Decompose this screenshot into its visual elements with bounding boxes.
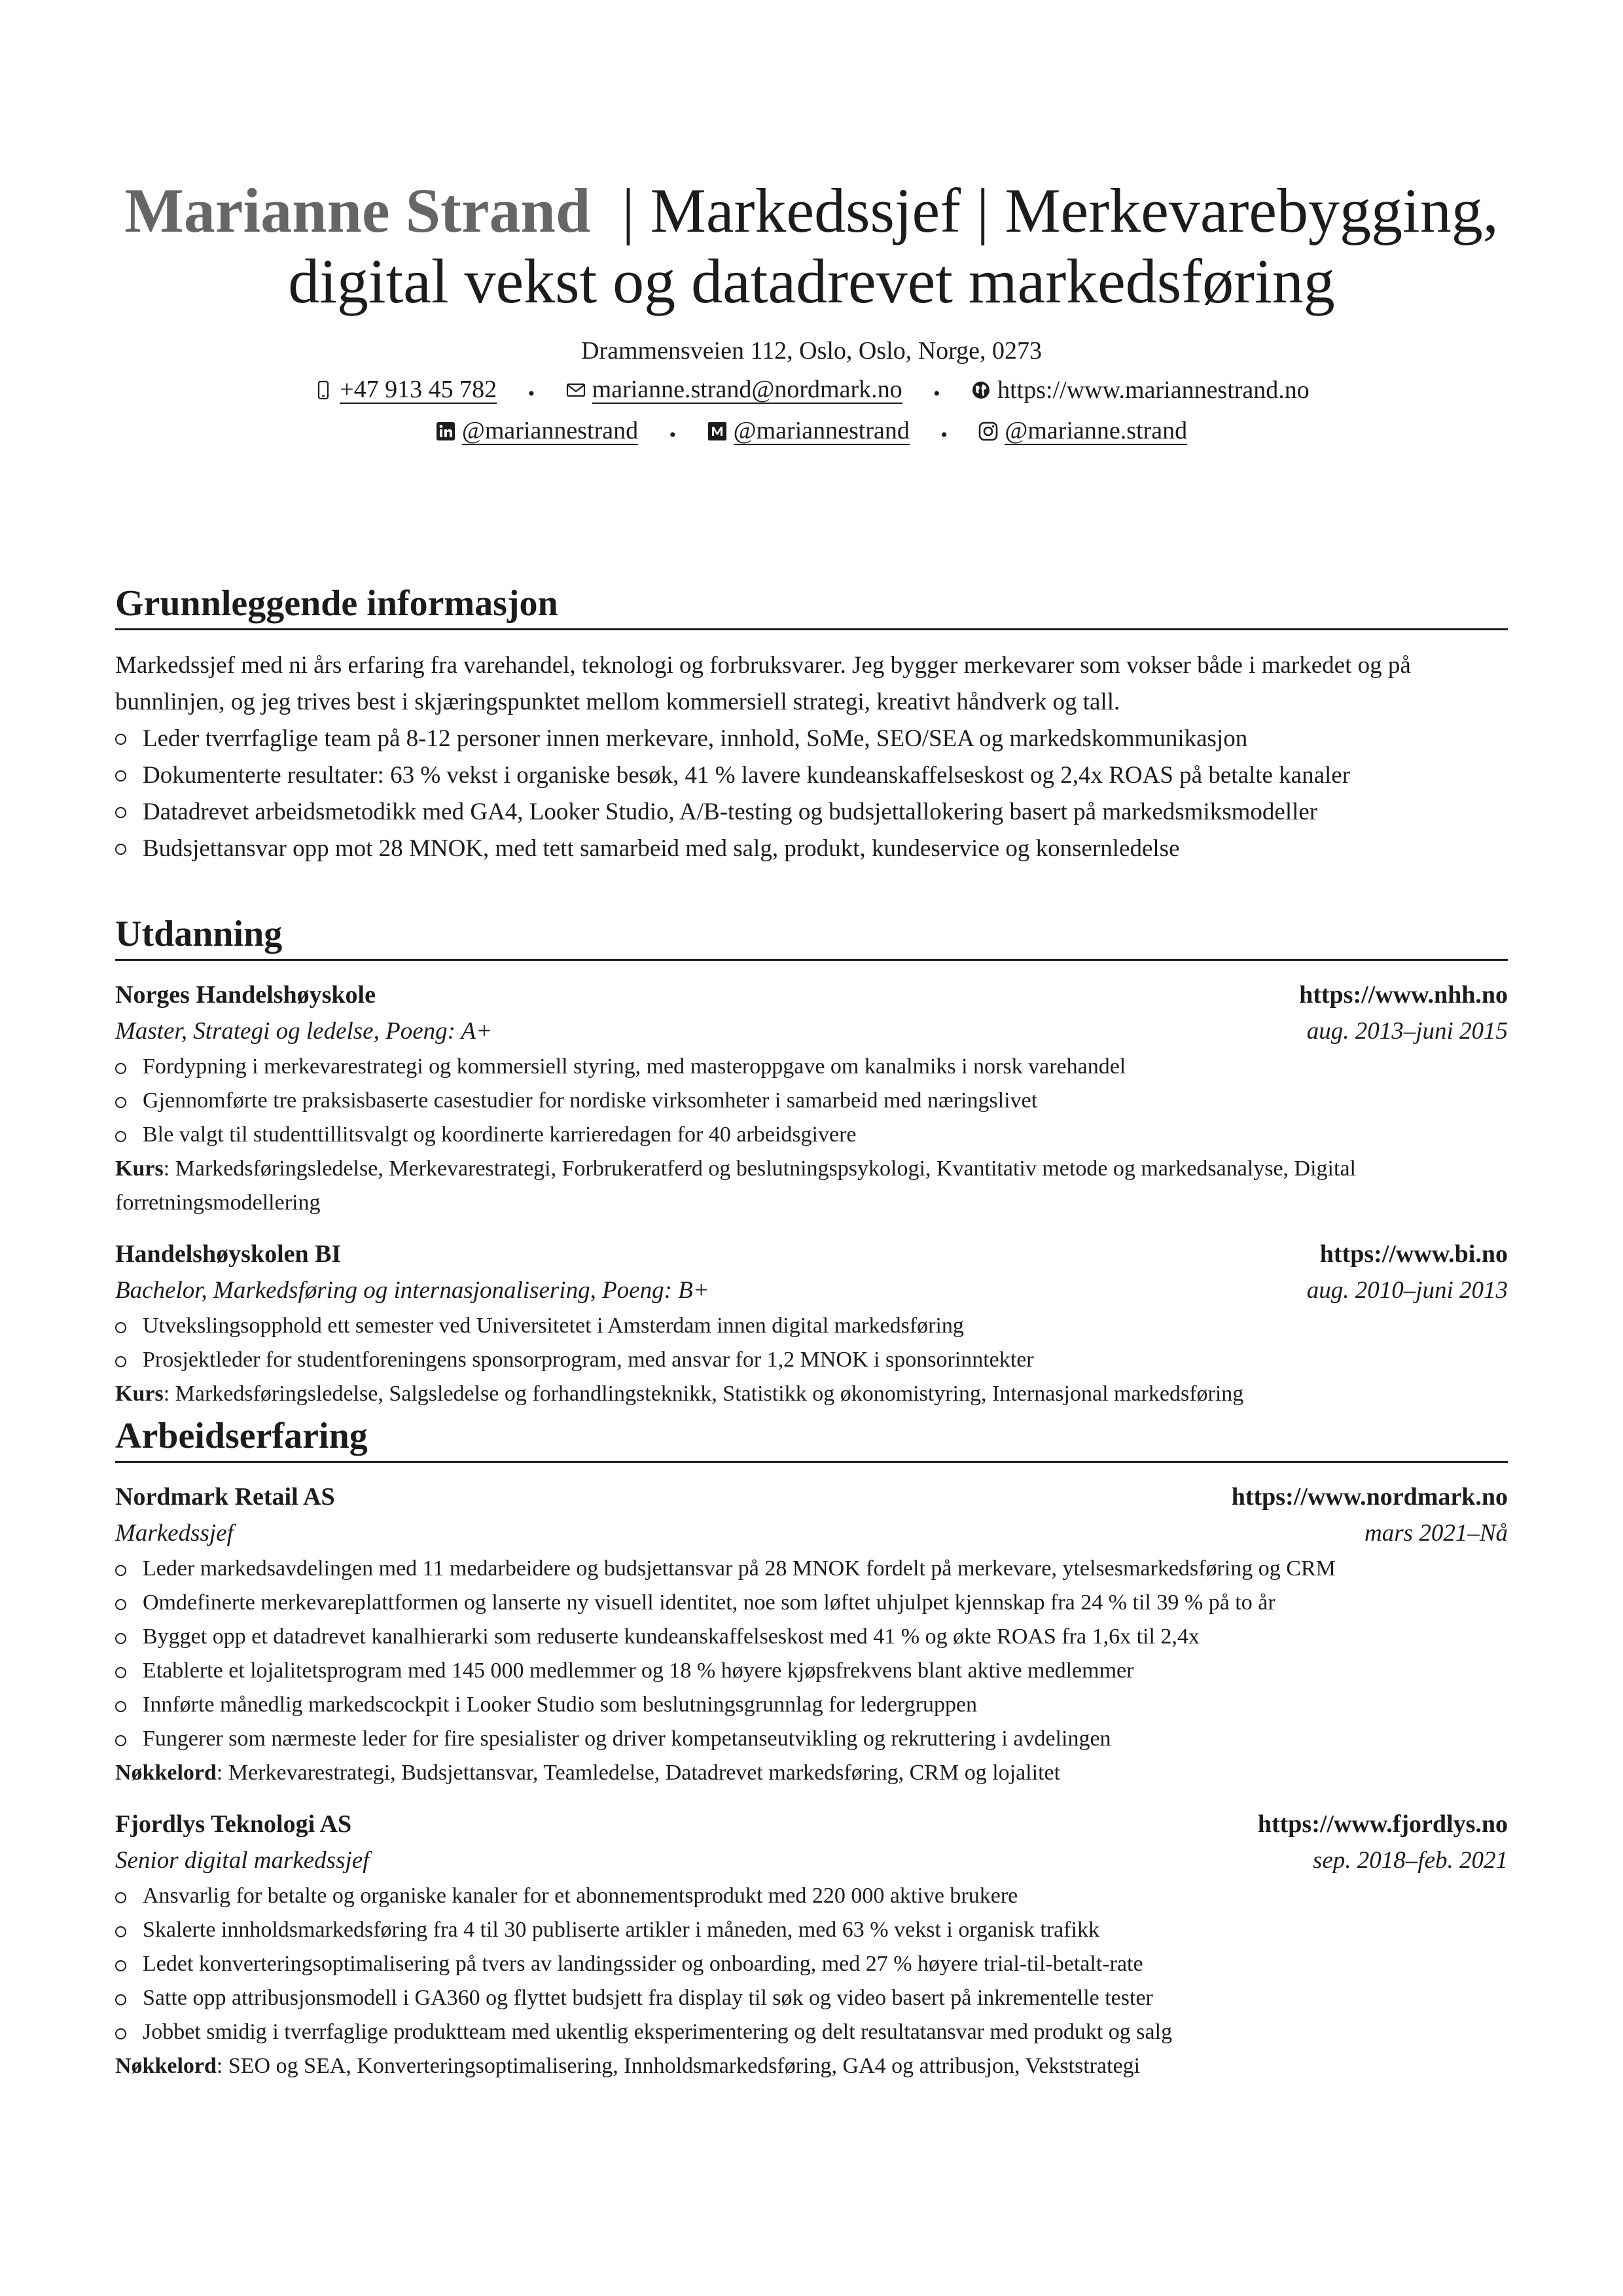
keywords-text: : Merkevarestrategi, Budsjettansvar, Teamledelse, Datadrevet markedsføring, CRM og lojalitet [216, 1761, 1061, 1785]
keywords-label: Nøkkelord [115, 2054, 217, 2078]
bullet-circle-icon [115, 1960, 126, 1971]
list-item-text: Leder tverrfaglige team på 8-12 personer innen merkevare, innhold, SoMe, SEO/SEA og markedskommunikasjon [143, 725, 1248, 752]
website-link[interactable]: https://www.mariannestrand.no [997, 376, 1310, 404]
list-item-text: Bygget opp et datadrevet kanalhierarki som reduserte kundeanskaffelseskost med 41 % og økte ROAS fra 1,6x til 2,4x [143, 1624, 1200, 1649]
entry-bullets [115, 1309, 1508, 1377]
entry-header [115, 977, 1508, 1013]
list-item-text: Leder markedsavdelingen med 11 medarbeidere og budsjettansvar på 28 MNOK fordelt på merkevare, ytelsesmarkedsføring og CRM [143, 1556, 1336, 1581]
experience-entry [115, 1479, 1508, 1790]
linkedin-link[interactable]: @mariannestrand [461, 417, 639, 444]
bullet-circle-icon [115, 1131, 126, 1142]
bullet-circle-icon [115, 807, 126, 818]
entry-organization: Norges Handelshøyskole [115, 981, 376, 1009]
medium-icon [707, 422, 727, 441]
entry-subheader [115, 1515, 1508, 1552]
linkedin-contact[interactable] [436, 418, 638, 445]
list-item [115, 721, 1508, 757]
summary-section [115, 583, 1508, 867]
bullet-circle-icon [115, 1633, 126, 1644]
list-item-text: Dokumenterte resultater: 63 % vekst i organiske besøk, 41 % lavere kundeanskaffelseskost og 2,4x ROAS på betalte kanaler [143, 762, 1351, 789]
courses-label: Kurs [115, 1382, 164, 1406]
bullet-circle-icon [115, 1599, 126, 1610]
instagram-icon [978, 422, 998, 441]
entry-dates: mars 2021–Nå [1364, 1520, 1508, 1547]
entry-bullets [115, 1552, 1508, 1756]
list-item-text: Ledet konverteringsoptimalisering på tvers av landingssider og onboarding, med 27 % høyere trial-til-betalt-rate [143, 1952, 1143, 1976]
list-item-text: Fordypning i merkevarestrategi og kommersiell styring, med masteroppgave om kanalmiks i norsk varehandel [143, 1054, 1126, 1079]
list-item [115, 1620, 1508, 1654]
experience-section [115, 1415, 1508, 2083]
list-item [115, 1722, 1508, 1756]
list-item [115, 1981, 1508, 2015]
email-contact[interactable] [566, 376, 902, 404]
contact-row-primary [115, 374, 1508, 410]
entry-subheader [115, 1272, 1508, 1309]
courses-line [115, 1152, 1508, 1220]
entry-url[interactable]: https://www.bi.no [1319, 1240, 1508, 1268]
email-link[interactable]: marianne.strand@nordmark.no [592, 376, 902, 403]
list-item-text: Innførte månedlig markedscockpit i Looker Studio som beslutningsgrunnlag for ledergruppen [143, 1693, 978, 1717]
bullet-circle-icon [115, 734, 126, 745]
list-item-text: Gjennomførte tre praksisbaserte casestudier for nordiske virksomheter i samarbeid med næringslivet [143, 1088, 1038, 1113]
separator-dot: • [940, 424, 948, 446]
list-item [115, 1879, 1508, 1913]
address: Drammensveien 112, Oslo, Oslo, Norge, 0273 [581, 337, 1042, 365]
bullet-circle-icon [115, 1892, 126, 1903]
list-item [115, 1586, 1508, 1620]
entry-subheader [115, 1013, 1508, 1050]
phone-contact[interactable] [313, 376, 497, 404]
list-item [115, 1084, 1508, 1118]
entry-url[interactable]: https://www.nordmark.no [1231, 1483, 1508, 1511]
entry-url[interactable]: https://www.nhh.no [1299, 981, 1508, 1009]
bullet-circle-icon [115, 844, 126, 855]
page-title [115, 175, 1508, 317]
entry-organization: Nordmark Retail AS [115, 1483, 335, 1511]
entry-bullets [115, 1050, 1508, 1152]
entry-header [115, 1236, 1508, 1272]
list-item-text: Etablerte et lojalitetsprogram med 145 000 medlemmer og 18 % høyere kjøpsfrekvens blant aktive medlemmer [143, 1659, 1134, 1683]
entry-header [115, 1479, 1508, 1515]
entry-role: Markedssjef [115, 1520, 234, 1547]
website-contact[interactable] [971, 374, 1310, 406]
person-name: Marianne Strand [124, 175, 591, 245]
list-item-text: Prosjektleder for studentforeningens sponsorprogram, med ansvar for 1,2 MNOK i sponsorinntekter [143, 1348, 1034, 1372]
courses-text: : Markedsføringsledelse, Salgsledelse og forhandlingsteknikk, Statistikk og økonomistyring, Internasjonal markedsføring [163, 1382, 1244, 1406]
phone-icon [313, 380, 333, 400]
bullet-circle-icon [115, 2028, 126, 2039]
section-heading: Utdanning [115, 913, 1508, 961]
keywords-line [115, 2049, 1508, 2083]
education-section [115, 913, 1508, 1411]
list-item-text: Jobbet smidig i tverrfaglige produktteam med ukentlig eksperimentering og delt resultatansvar med produkt og salg [143, 2020, 1173, 2044]
list-item [115, 2015, 1508, 2049]
courses-line [115, 1377, 1508, 1411]
resume-header [115, 175, 1508, 451]
list-item [115, 1552, 1508, 1586]
entry-role: Bachelor, Markedsføring og internasjonalisering, Poeng: B+ [115, 1277, 709, 1304]
headline: | Markedssjef | Merkevarebygging, digital vekst og datadrevet markedsføring [288, 175, 1499, 316]
list-item-text: Budsjettansvar opp mot 28 MNOK, med tett samarbeid med salg, produkt, kundeservice og konsernledelse [143, 835, 1180, 862]
list-item [115, 794, 1508, 831]
bullet-circle-icon [115, 1926, 126, 1937]
entry-organization: Handelshøyskolen BI [115, 1240, 342, 1268]
list-item-text: Omdefinerte merkevareplattformen og lanserte ny visuell identitet, noe som løftet uhjulpet kjennskap fra 24 % til 39 % på to år [143, 1590, 1275, 1615]
entry-role: Senior digital markedssjef [115, 1847, 370, 1874]
medium-link[interactable]: @mariannestrand [733, 417, 910, 444]
bullet-circle-icon [115, 1994, 126, 2005]
list-item [115, 1050, 1508, 1084]
bullet-circle-icon [115, 1063, 126, 1074]
section-heading: Arbeidserfaring [115, 1415, 1508, 1463]
list-item [115, 1118, 1508, 1152]
instagram-contact[interactable] [978, 418, 1187, 445]
courses-text: : Markedsføringsledelse, Merkevarestrategi, Forbrukeratferd og beslutningspsykologi, Kvantitativ metode og markedsanalyse, Digital forretningsmodellering [115, 1157, 1356, 1215]
education-entry [115, 1236, 1508, 1411]
keywords-label: Nøkkelord [115, 1761, 217, 1785]
bullet-circle-icon [115, 1097, 126, 1108]
bullet-circle-icon [115, 1701, 126, 1712]
entry-dates: aug. 2013–juni 2015 [1306, 1018, 1508, 1045]
education-entry [115, 977, 1508, 1220]
entry-url[interactable]: https://www.fjordlys.no [1257, 1810, 1508, 1838]
bullet-circle-icon [115, 770, 126, 781]
bullet-circle-icon [115, 1735, 126, 1746]
bullet-circle-icon [115, 1356, 126, 1367]
phone-link[interactable]: +47 913 45 782 [340, 376, 497, 403]
separator-dot: • [527, 383, 535, 404]
entry-subheader [115, 1842, 1508, 1879]
list-item-text: Ble valgt til studenttillitsvalgt og koordinerte karrieredagen for 40 arbeidsgivere [143, 1122, 857, 1147]
contact-row-social [115, 418, 1508, 451]
list-item [115, 1654, 1508, 1688]
list-item [115, 1913, 1508, 1947]
linkedin-icon [436, 422, 455, 441]
instagram-link[interactable]: @marianne.strand [1005, 417, 1188, 444]
list-item [115, 1688, 1508, 1722]
list-item [115, 1947, 1508, 1981]
keywords-line [115, 1756, 1508, 1790]
entry-header [115, 1806, 1508, 1842]
medium-contact[interactable] [707, 418, 910, 445]
summary-paragraph: Markedssjef med ni års erfaring fra varehandel, teknologi og forbruksvarer. Jeg bygger merkevarer som vokser både i markedet og på bunnlinjen, og jeg trives best i skjæringspunktet mellom kommersiell strategi, kreativt håndverk og tall. [115, 652, 1411, 715]
list-item-text: Skalerte innholdsmarkedsføring fra 4 til 30 publiserte artikler i måneden, med 63 % vekst i organisk trafikk [143, 1918, 1099, 1942]
summary-list [115, 721, 1508, 867]
entry-organization: Fjordlys Teknologi AS [115, 1810, 352, 1838]
list-item-text: Satte opp attribusjonsmodell i GA360 og flyttet budsjett fra display til søk og video basert på inkrementelle tester [143, 1986, 1153, 2010]
list-item-text: Ansvarlig for betalte og organiske kanaler for et abonnementsprodukt med 220 000 aktive brukere [143, 1884, 1018, 1908]
list-item-text: Utvekslingsopphold ett semester ved Universitetet i Amsterdam innen digital markedsføring [143, 1314, 964, 1338]
globe-icon [971, 380, 991, 400]
separator-dot: • [669, 424, 677, 446]
list-item [115, 831, 1508, 867]
entry-dates: sep. 2018–feb. 2021 [1312, 1847, 1508, 1874]
section-heading: Grunnleggende informasjon [115, 583, 1508, 630]
list-item-text: Fungerer som nærmeste leder for fire spesialister og driver kompetanseutvikling og rekruttering i avdelingen [143, 1727, 1111, 1751]
bullet-circle-icon [115, 1565, 126, 1576]
courses-label: Kurs [115, 1157, 164, 1181]
separator-dot: • [933, 383, 940, 404]
entry-bullets [115, 1879, 1508, 2049]
envelope-icon [566, 380, 586, 400]
experience-entry [115, 1806, 1508, 2083]
list-item [115, 1309, 1508, 1343]
keywords-text: : SEO og SEA, Konverteringsoptimalisering, Innholdsmarkedsføring, GA4 og attribusjon, Vekststrategi [216, 2054, 1141, 2078]
entry-role: Master, Strategi og ledelse, Poeng: A+ [115, 1018, 493, 1045]
bullet-circle-icon [115, 1322, 126, 1333]
list-item [115, 1343, 1508, 1377]
list-item-text: Datadrevet arbeidsmetodikk med GA4, Looker Studio, A/B-testing og budsjettallokering basert på markedsmiksmodeller [143, 798, 1318, 825]
bullet-circle-icon [115, 1667, 126, 1678]
entry-dates: aug. 2010–juni 2013 [1306, 1277, 1508, 1304]
list-item [115, 757, 1508, 794]
